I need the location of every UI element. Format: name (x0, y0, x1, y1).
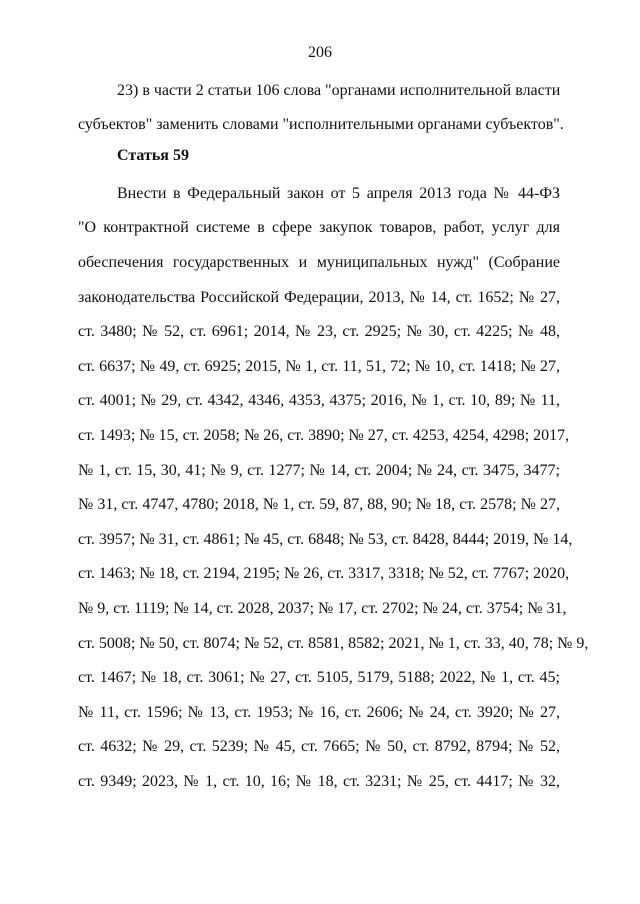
text-line: законодательства Российской Федерации, 2013, № 14, ст. 1652; № 27, (78, 289, 560, 306)
text-line: Внести в Федеральный закон от 5 апреля 2013 года № 44-ФЗ (117, 185, 560, 202)
text-line: субъектов" заменить словами "исполнительными органами субъектов". (78, 116, 564, 133)
text-line: ст. 4001; № 29, ст. 4342, 4346, 4353, 4375; 2016, № 1, ст. 10, 89; № 11, (78, 392, 560, 409)
text-line: ст. 3957; № 31, ст. 4861; № 45, ст. 6848; № 53, ст. 8428, 8444; 2019, № 14, (78, 531, 573, 548)
text-line: ст. 6637; № 49, ст. 6925; 2015, № 1, ст. 11, 51, 72; № 10, ст. 1418; № 27, (78, 358, 560, 375)
text-line: ст. 1467; № 18, ст. 3061; № 27, ст. 5105, 5179, 5188; 2022, № 1, ст. 45; (78, 669, 560, 686)
text-line: ст. 4632; № 29, ст. 5239; № 45, ст. 7665; № 50, ст. 8792, 8794; № 52, (78, 738, 560, 755)
article-heading: Статья 59 (117, 147, 189, 164)
text-line: 23) в части 2 статьи 106 слова "органами исполнительной власти (117, 82, 561, 99)
text-line: № 1, ст. 15, 30, 41; № 9, ст. 1277; № 14, ст. 2004; № 24, ст. 3475, 3477; (78, 462, 560, 479)
text-line: № 9, ст. 1119; № 14, ст. 2028, 2037; № 17, ст. 2702; № 24, ст. 3754; № 31, (78, 600, 567, 617)
text-line: № 11, ст. 1596; № 13, ст. 1953; № 16, ст. 2606; № 24, ст. 3920; № 27, (78, 704, 560, 721)
text-line: ст. 1493; № 15, ст. 2058; № 26, ст. 3890; № 27, ст. 4253, 4254, 4298; 2017, (78, 427, 570, 444)
text-line: обеспечения государственных и муниципальных нужд" (Собрание (78, 254, 560, 271)
page-number: 206 (308, 44, 332, 61)
text-line: ст. 1463; № 18, ст. 2194, 2195; № 26, ст. 3317, 3318; № 52, ст. 7767; 2020, (78, 565, 570, 582)
text-line: ст. 3480; № 52, ст. 6961; 2014, № 23, ст. 2925; № 30, ст. 4225; № 48, (78, 323, 560, 340)
text-line: № 31, ст. 4747, 4780; 2018, № 1, ст. 59, 87, 88, 90; № 18, ст. 2578; № 27, (78, 496, 560, 513)
text-line: ст. 5008; № 50, ст. 8074; № 52, ст. 8581, 8582; 2021, № 1, ст. 33, 40, 78; № 9, (78, 635, 589, 652)
text-line: ст. 9349; 2023, № 1, ст. 10, 16; № 18, ст. 3231; № 25, ст. 4417; № 32, (78, 773, 560, 790)
text-line: "О контрактной системе в сфере закупок товаров, работ, услуг для (78, 219, 560, 236)
